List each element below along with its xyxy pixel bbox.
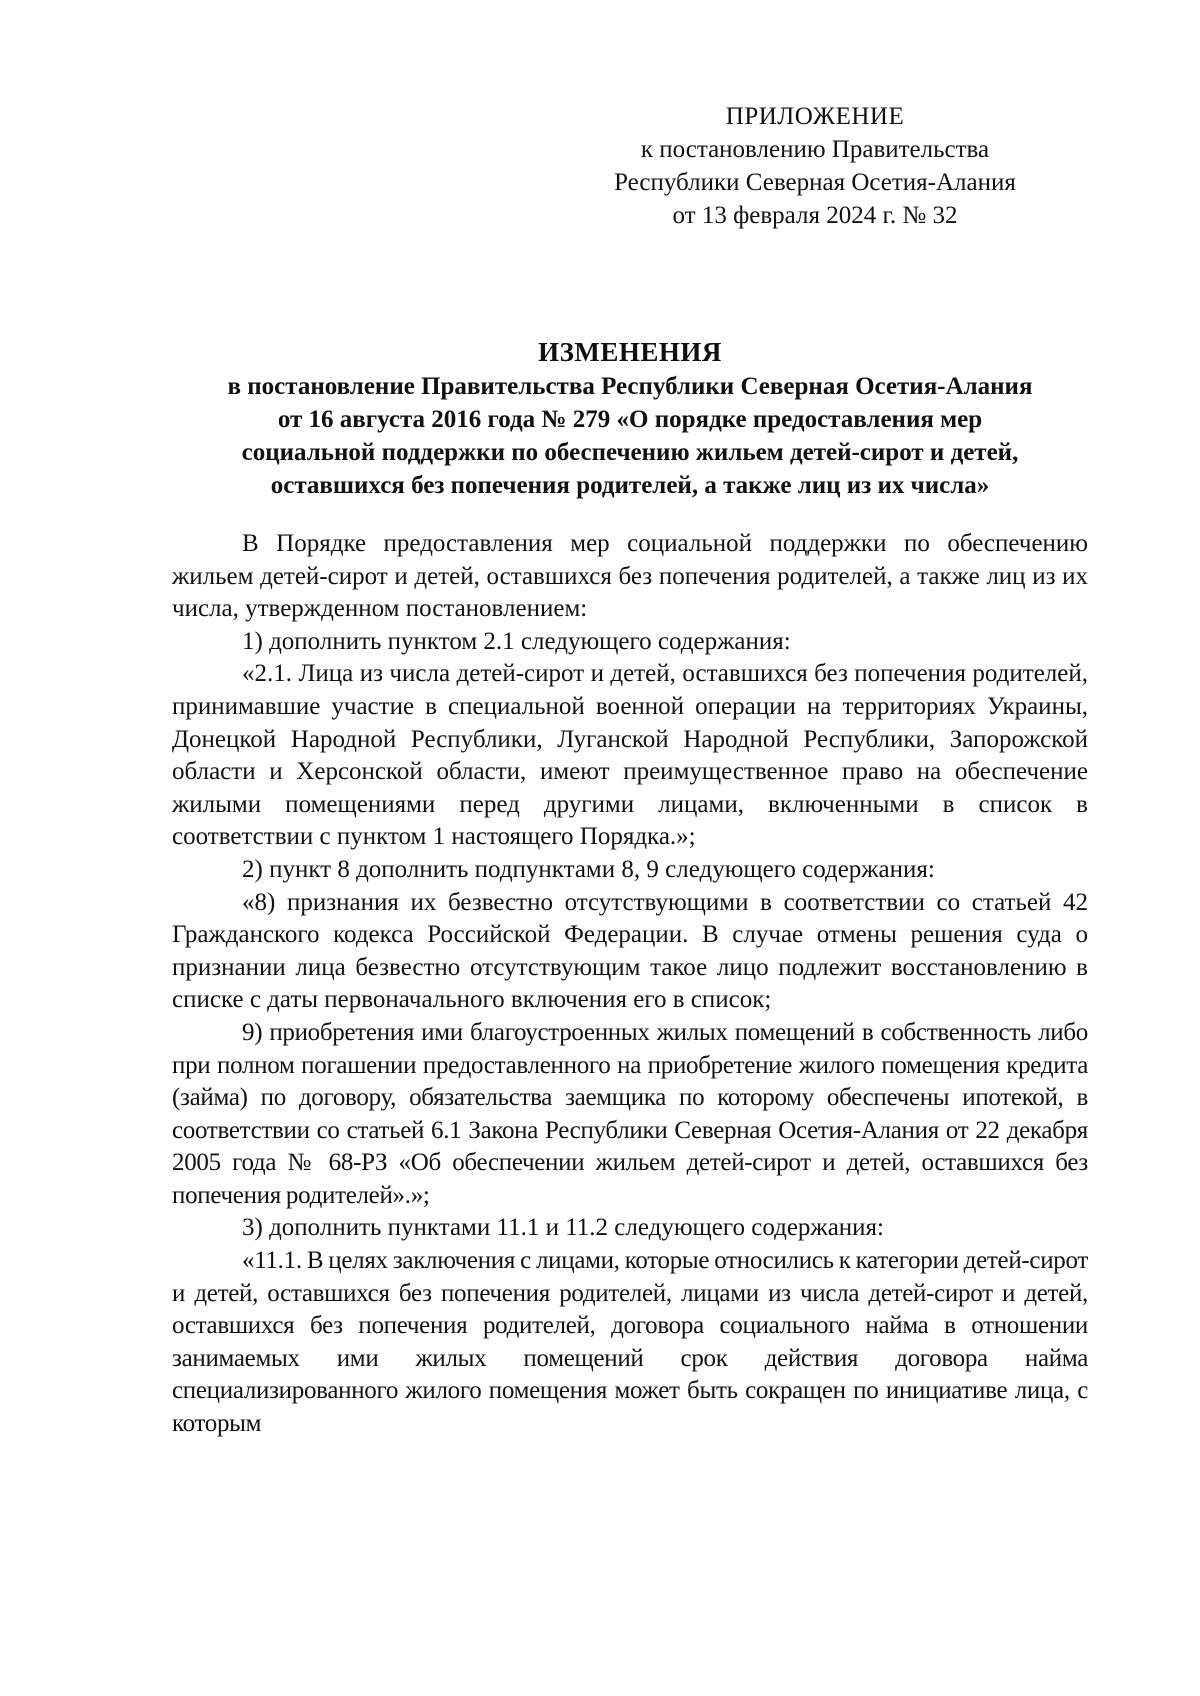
document-heading (170, 334, 1090, 502)
document-subtitle-line-2: от 16 августа 2016 года № 279 «О порядке предоставления мер (277, 406, 983, 433)
document-subtitle-line-3: социальной поддержки по обеспечению жильем детей-сирот и детей, (241, 439, 1019, 466)
appendix-line-2: Республики Северная Осетия-Алания (614, 169, 1016, 196)
body-paragraph-subpoint-8: «8) признания их безвестно отсутствующими в соответствии со статьей 42 Гражданского кодекса Российской Федерации. В случае отмены решения суда о признании лица безвестно отсутствующим такое лицо подлежит восстановлению в списке с даты первоначального включения его в список; (172, 888, 1088, 1014)
body-paragraph-intro: В Порядке предоставления мер социальной поддержки по обеспечению жильем детей-сирот и детей, оставшихся без попечения родителей, а также лиц из их числа, утвержденном постановлением: (172, 530, 1088, 623)
document-subtitle-line-4: оставшихся без попечения родителей, а также лиц из их числа» (270, 472, 990, 499)
body-paragraph-item-3: 3) дополнить пунктами 11.1 и 11.2 следующего содержания: (242, 1214, 885, 1242)
appendix-title: ПРИЛОЖЕНИЕ (725, 103, 905, 130)
appendix-line-1: к постановлению Правительства (640, 136, 990, 163)
body-paragraph-point-2-1: «2.1. Лица из числа детей-сирот и детей, оставшихся без попечения родителей, принимавшие участие в специальной военной операции на территориях Украины, Донецкой Народной Республики, Луганской Народной Республики, Запорожской области и Херсонской области, имеют преимущественное право на обеспечение жилыми помещениями перед другими лицами, включенными в список в соответствии с пунктом 1 настоящего Порядка.»; (172, 660, 1088, 851)
document-title: ИЗМЕНЕНИЯ (538, 337, 722, 367)
body-paragraph-item-1: 1) дополнить пунктом 2.1 следующего содержания: (242, 627, 791, 655)
appendix-line-3: от 13 февраля 2024 г. № 32 (672, 202, 958, 229)
document-subtitle-line-1: в постановление Правительства Республики Северная Осетия-Алания (227, 373, 1033, 400)
appendix-block (580, 100, 1050, 232)
body-paragraph-item-2: 2) пункт 8 дополнить подпунктами 8, 9 следующего содержания: (242, 855, 935, 883)
body-paragraph-subpoint-9: 9) приобретения ими благоустроенных жилых помещений в собственность либо при полном погашении предоставленного на приобретение жилого помещения кредита (займа) по договору, обязательства заемщика по которому обеспечены ипотекой, в соответствии со статьей 6.1 Закона Республики Северная Осетия-Алания от 22 декабря 2005 года № 68-РЗ «Об обеспечении жильем детей-сирот и детей, оставшихся без попечения родителей».»; (172, 1018, 1088, 1209)
document-body (172, 528, 1088, 1441)
body-paragraph-point-11-1: «11.1. В целях заключения с лицами, которые относились к категории детей-сирот и детей, оставшихся без попечения родителей, лицами из числа детей-сирот и детей, оставшихся без попечения родителей, договора социального найма в отношении занимаемых ими жилых помещений срок действия договора найма специализированного жилого помещения может быть сокращен по инициативе лица, с которым (172, 1247, 1088, 1438)
